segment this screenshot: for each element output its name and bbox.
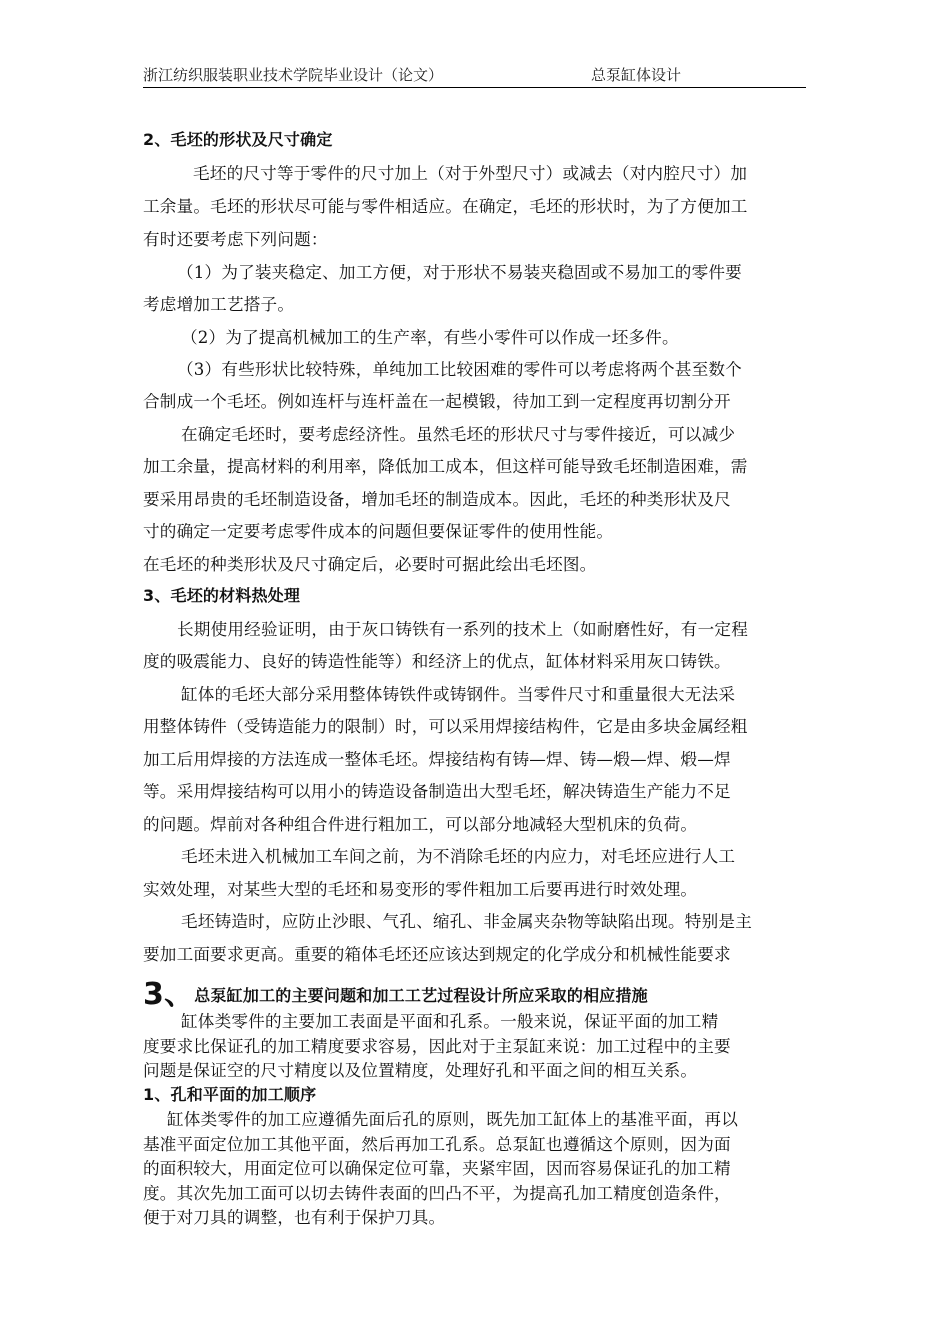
header-doc-title: 总泵缸体设计 <box>591 66 682 84</box>
text-line: 合制成一个毛坯。例如连杆与连杆盖在一起模锻，待加工到一定程度再切割分开 <box>143 392 731 411</box>
header-school-title: 浙江纺织服装职业技术学院毕业设计（论文） <box>143 66 444 84</box>
section-3-number: 3、 <box>143 977 195 1012</box>
text-line: 用整体铸件（受铸造能力的限制）时，可以采用焊接结构件，它是由多块金属经粗 <box>143 717 748 736</box>
text-line: 加工余量，提高材料的利用率，降低加工成本，但这样可能导致毛坯制造困难，需 <box>143 457 748 476</box>
text-line: 要采用昂贵的毛坯制造设备，增加毛坯的制造成本。因此，毛坯的种类形状及尺 <box>143 490 731 509</box>
section-heading: 3、毛坯的材料热处理 <box>143 586 301 605</box>
text-line: 毛坯铸造时，应防止沙眼、气孔、缩孔、非金属夹杂物等缺陷出现。特别是主 <box>181 912 752 931</box>
text-line: 度的吸震能力、良好的铸造性能等）和经济上的优点，缸体材料采用灰口铸铁。 <box>143 652 731 671</box>
section-3-heading <box>143 969 808 1013</box>
text-line: 要加工面要求更高。重要的箱体毛坯还应该达到规定的化学成分和机械性能要求 <box>143 945 731 964</box>
text-line: （1）为了装夹稳定、加工方便，对于形状不易装夹稳固或不易加工的零件要 <box>177 263 742 282</box>
section-heading: 2、毛坯的形状及尺寸确定 <box>143 130 333 149</box>
text-line: 在毛坯的种类形状及尺寸确定后，必要时可据此绘出毛坯图。 <box>143 555 597 574</box>
text-line: 度要求比保证孔的加工精度要求容易，因此对于主泵缸来说：加工过程中的主要 <box>143 1037 731 1056</box>
text-line: 加工后用焊接的方法连成一整体毛坯。焊接结构有铸—焊、铸—煅—焊、煅—焊 <box>143 750 731 769</box>
text-line: 问题是保证空的尺寸精度以及位置精度，处理好孔和平面之间的相互关系。 <box>143 1061 698 1080</box>
section-3-title: 总泵缸加工的主要问题和加工工艺过程设计所应采取的相应措施 <box>194 986 648 1005</box>
text-line: 工余量。毛坯的形状尽可能与零件相适应。在确定，毛坯的形状时，为了方便加工 <box>143 197 748 216</box>
header-rule <box>143 87 806 88</box>
text-line: 毛坯的尺寸等于零件的尺寸加上（对于外型尺寸）或减去（对内腔尺寸）加 <box>193 164 748 183</box>
section-heading: 1、孔和平面的加工顺序 <box>143 1085 317 1104</box>
text-line: 便于对刀具的调整，也有利于保护刀具。 <box>143 1208 446 1227</box>
text-line: 在确定毛坯时，要考虑经济性。虽然毛坯的形状尺寸与零件接近，可以减少 <box>181 425 736 444</box>
text-line: 基准平面定位加工其他平面，然后再加工孔系。总泵缸也遵循这个原则，因为面 <box>143 1135 731 1154</box>
text-line: 考虑增加工艺搭子。 <box>143 295 295 314</box>
text-line: 等。采用焊接结构可以用小的铸造设备制造出大型毛坯，解决铸造生产能力不足 <box>143 782 731 801</box>
text-line: 寸的确定一定要考虑零件成本的问题但要保证零件的使用性能。 <box>143 522 614 541</box>
text-line: （3）有些形状比较特殊，单纯加工比较困难的零件可以考虑将两个甚至数个 <box>177 360 742 379</box>
text-line: 缸体类零件的主要加工表面是平面和孔系。一般来说，保证平面的加工精 <box>181 1012 719 1031</box>
text-line: 缸体的毛坯大部分采用整体铸铁件或铸钢件。当零件尺寸和重量很大无法采 <box>181 685 736 704</box>
text-line: 的面积较大，用面定位可以确保定位可靠，夹紧牢固，因而容易保证孔的加工精 <box>143 1159 731 1178</box>
text-line: 长期使用经验证明，由于灰口铸铁有一系列的技术上（如耐磨性好，有一定程 <box>177 620 748 639</box>
text-line: （2）为了提高机械加工的生产率，有些小零件可以作成一坯多件。 <box>181 328 679 347</box>
text-line: 有时还要考虑下列问题： <box>143 230 328 249</box>
text-line: 度。其次先加工面可以切去铸件表面的凹凸不平，为提高孔加工精度创造条件， <box>143 1184 731 1203</box>
text-line: 缸体类零件的加工应遵循先面后孔的原则，既先加工缸体上的基准平面，再以 <box>167 1110 738 1129</box>
text-line: 实效处理，对某些大型的毛坯和易变形的零件粗加工后要再进行时效处理。 <box>143 880 698 899</box>
text-line: 毛坯未进入机械加工车间之前，为不消除毛坯的内应力，对毛坯应进行人工 <box>181 847 736 866</box>
text-line: 的问题。焊前对各种组合件进行粗加工，可以部分地减轻大型机床的负荷。 <box>143 815 698 834</box>
